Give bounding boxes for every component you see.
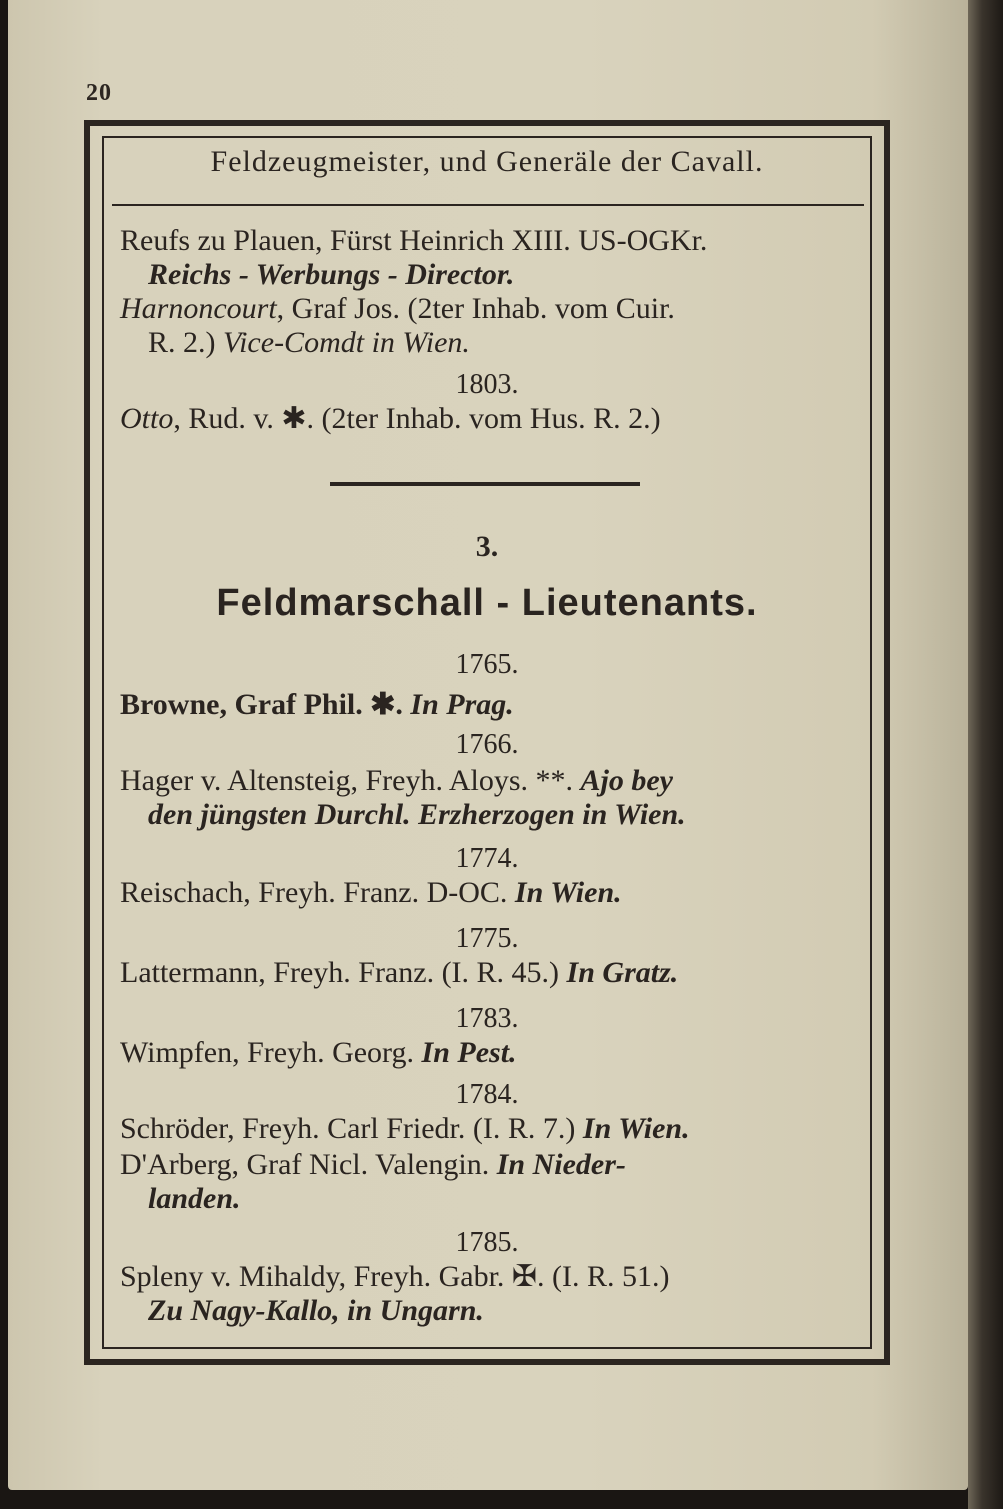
entry-reuss-title: Reichs - Werbungs - Director. [148, 258, 515, 291]
header-title: Feldzeugmeister, und Generäle der Cavall. [210, 145, 764, 178]
entry-lattermann [120, 956, 678, 990]
year-1775: 1775. [455, 923, 519, 954]
page-number: 20 [86, 80, 112, 106]
entry-reischach [120, 876, 622, 910]
entry-otto-rest: , Rud. v. ✱. (2ter Inhab. vom Hus. R. 2.) [173, 402, 661, 435]
entry-schroeder [120, 1112, 690, 1146]
entry-browne [120, 688, 514, 722]
entry-harnoncourt [120, 292, 675, 326]
page-edge-shadow [968, 0, 1003, 1509]
entry-lattermann-post: In Gratz. [566, 956, 679, 989]
entry-arberg-post: In Nieder- [496, 1148, 626, 1181]
year-1784: 1784. [455, 1079, 519, 1110]
year-1785: 1785. [455, 1227, 519, 1258]
entry-hager-cont: den jüngsten Durchl. Erzherzogen in Wien. [148, 798, 686, 831]
entry-browne-name: Browne, Graf Phil. ✱. [120, 688, 403, 721]
entry-schroeder-post: In Wien. [582, 1112, 690, 1145]
entry-otto-name: Otto [120, 402, 174, 435]
entry-wimpfen [120, 1036, 517, 1070]
entry-arberg-name: D'Arberg, Graf Nicl. Valengin. [120, 1148, 490, 1181]
entry-harnoncourt-regiment: R. 2.) [148, 326, 216, 359]
entry-hager-name: Hager v. Altensteig, Freyh. Aloys. **. [120, 764, 574, 797]
year-1803: 1803. [455, 369, 519, 400]
entry-hager [120, 764, 673, 798]
entry-reuss: Reufs zu Plauen, Fürst Heinrich XIII. US-OGKr. [120, 224, 708, 257]
year-1783: 1783. [455, 1003, 519, 1034]
entry-arberg [120, 1148, 626, 1182]
header-rule [112, 204, 864, 206]
entry-browne-post: In Prag. [410, 688, 514, 721]
entry-reischach-post: In Wien. [514, 876, 622, 909]
section-number: 3. [475, 530, 499, 563]
entry-wimpfen-post: In Pest. [421, 1036, 517, 1069]
entry-hager-post: Ajo bey [580, 764, 673, 797]
entry-lattermann-name: Lattermann, Freyh. Franz. (I. R. 45.) [120, 956, 560, 989]
entry-harnoncourt-name: Harnoncourt [120, 292, 277, 325]
entry-schroeder-name: Schröder, Freyh. Carl Friedr. (I. R. 7.) [120, 1112, 576, 1145]
section-title: Feldmarschall - Lieutenants. [216, 582, 758, 624]
entry-reischach-name: Reischach, Freyh. Franz. D-OC. [120, 876, 508, 909]
entry-spleny: Spleny v. Mihaldy, Freyh. Gabr. ✠. (I. R. 51.) [120, 1260, 670, 1293]
year-1774: 1774. [455, 843, 519, 874]
entry-wimpfen-name: Wimpfen, Freyh. Georg. [120, 1036, 415, 1069]
entry-arberg-cont: landen. [148, 1182, 241, 1215]
year-1765: 1765. [455, 649, 519, 680]
entry-harnoncourt-rest: , Graf Jos. (2ter Inhab. vom Cuir. [276, 292, 675, 325]
year-1766: 1766. [455, 729, 519, 760]
entry-otto [120, 402, 661, 436]
entry-spleny-cont: Zu Nagy-Kallo, in Ungarn. [148, 1294, 484, 1327]
entry-harnoncourt-post: Vice-Comdt in Wien. [223, 326, 470, 359]
section-rule [330, 482, 640, 486]
entry-harnoncourt-cont [148, 326, 470, 360]
